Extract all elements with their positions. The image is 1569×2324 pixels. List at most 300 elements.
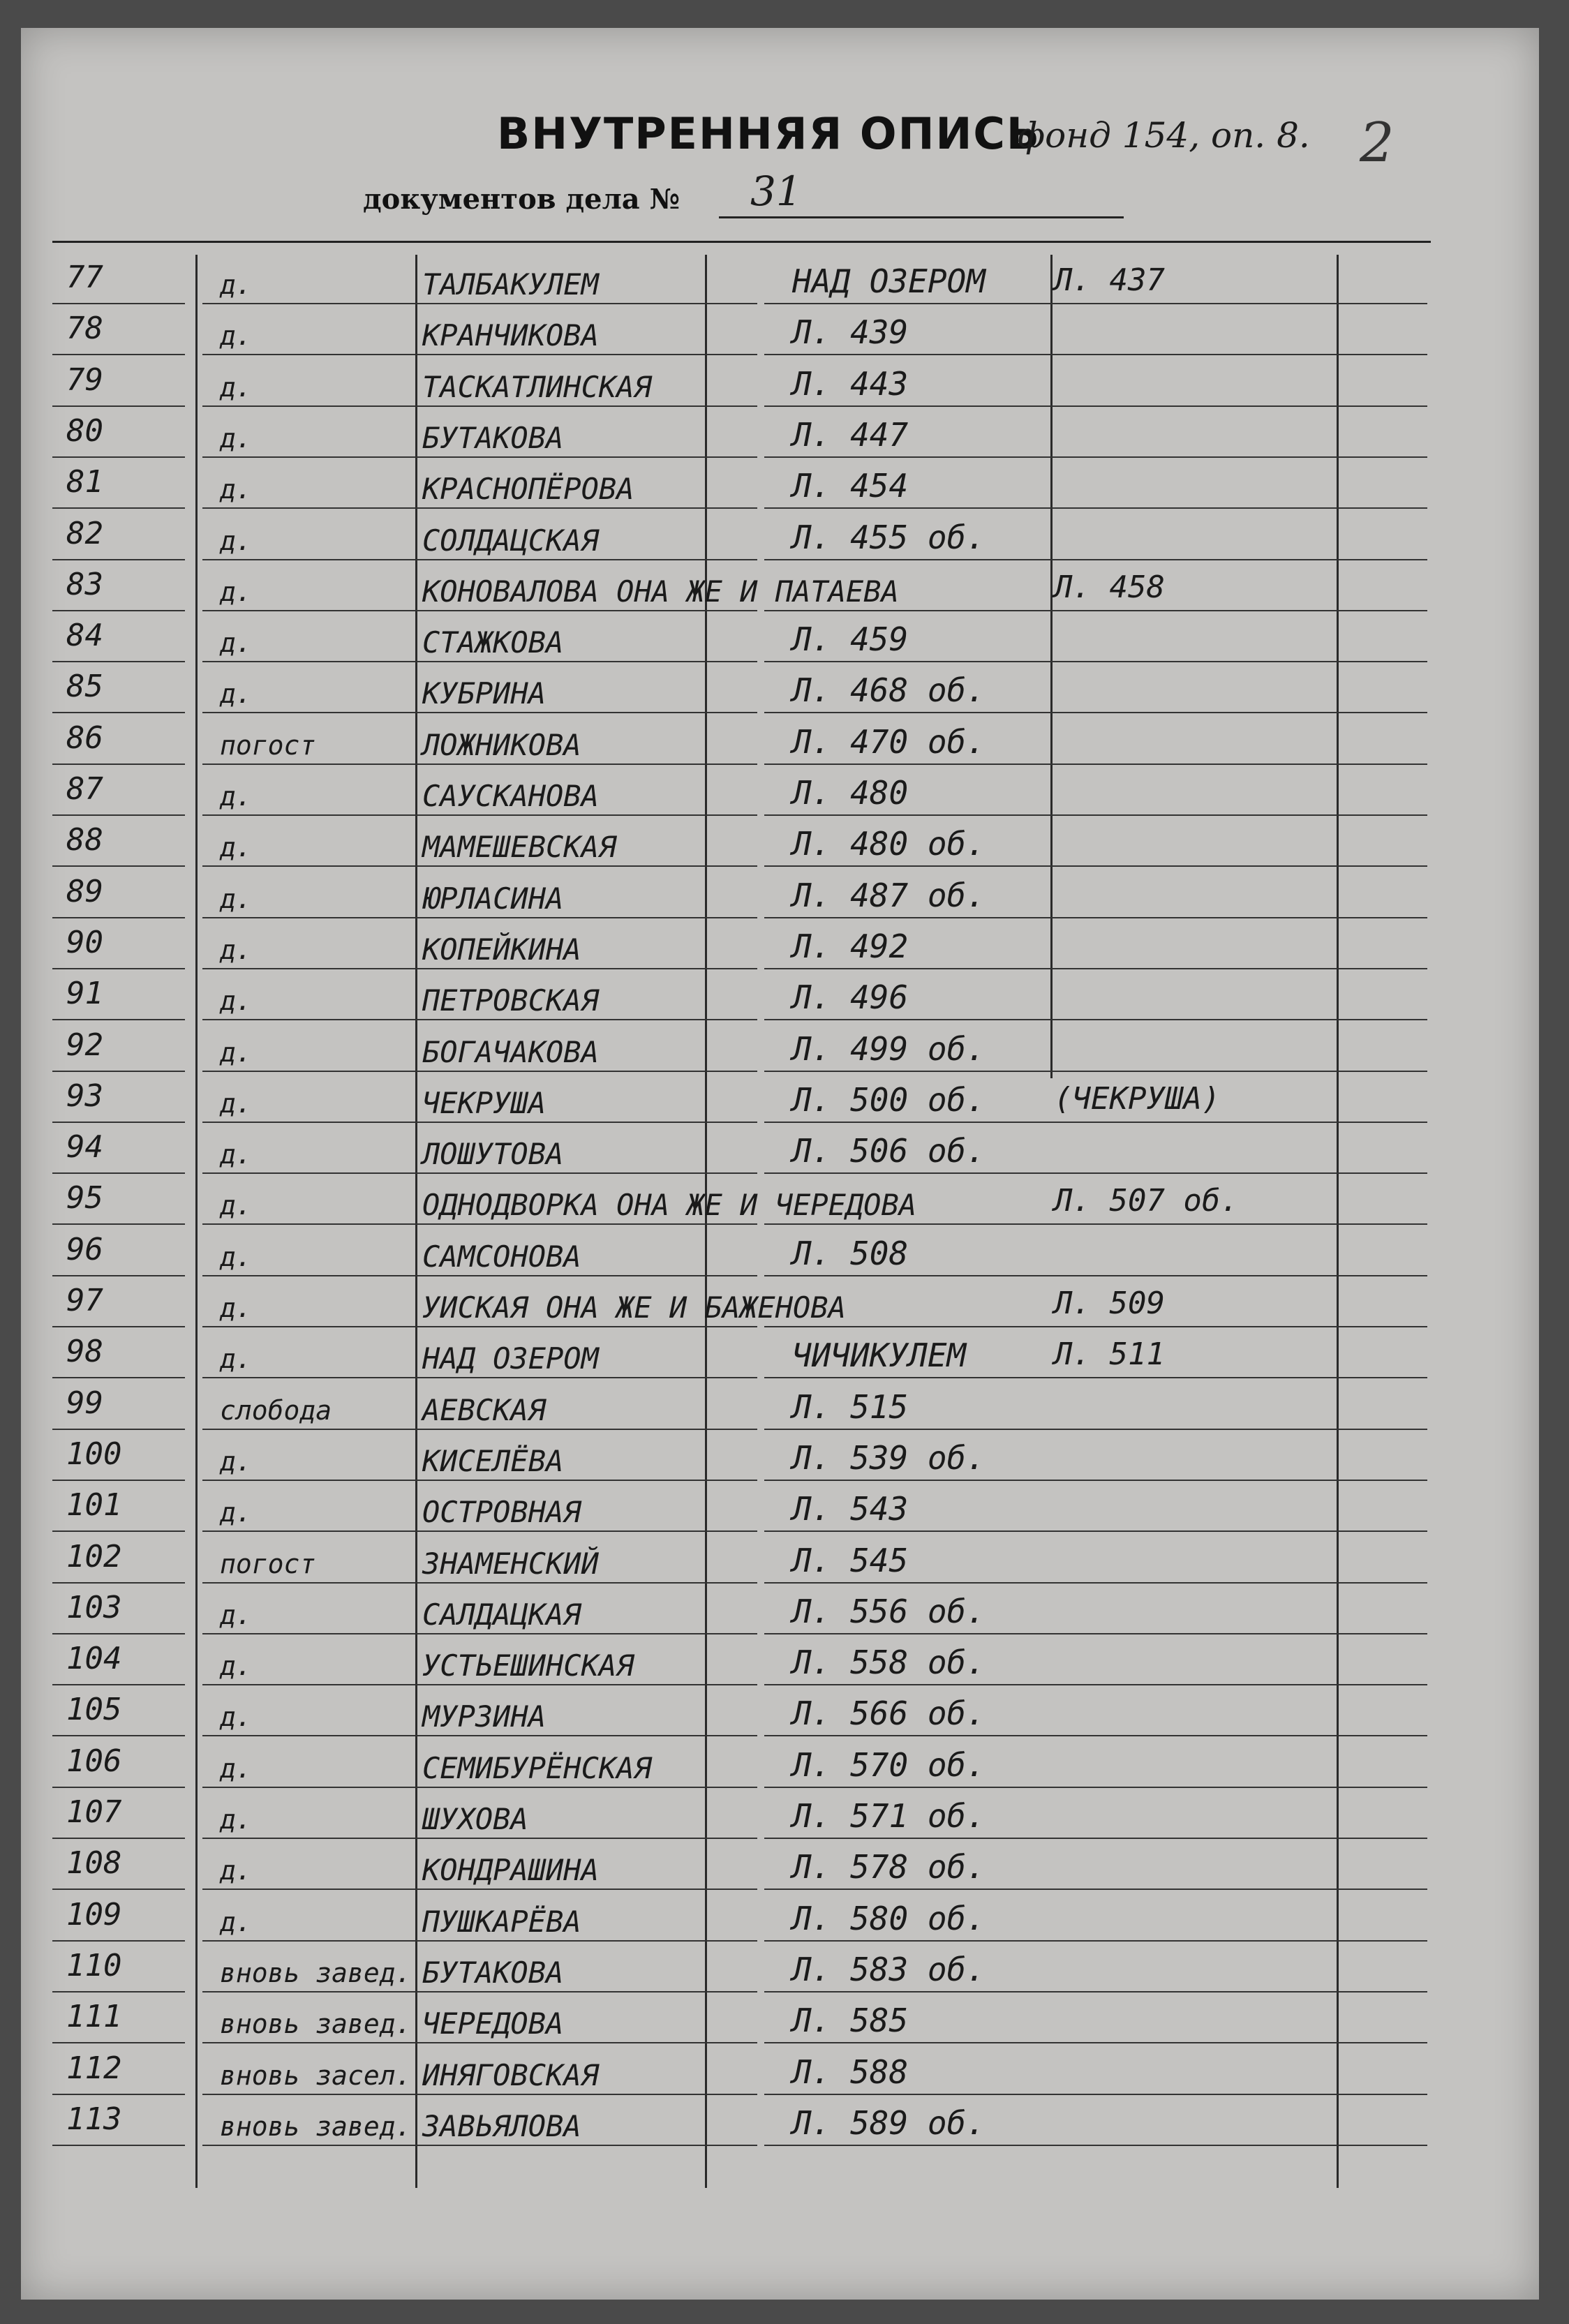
row-rule bbox=[764, 2042, 1092, 2043]
row-rule bbox=[1064, 917, 1378, 918]
row-rule bbox=[1344, 1429, 1427, 1430]
row-rule bbox=[52, 764, 185, 765]
row-rule bbox=[764, 1735, 1092, 1736]
settlement-type: д. bbox=[220, 1701, 252, 1733]
settlement-name: СОЛДАЦСКАЯ bbox=[422, 523, 599, 558]
settlement-name: ПЕТРОВСКАЯ bbox=[422, 983, 599, 1018]
row-rule bbox=[1344, 2042, 1427, 2043]
row-number: 106 bbox=[66, 1743, 122, 1779]
sheet-reference: Л. 500 об. bbox=[792, 1080, 986, 1119]
table-row bbox=[52, 1587, 1438, 1638]
row-number: 81 bbox=[66, 464, 103, 500]
settlement-type: д. bbox=[220, 1752, 252, 1784]
row-rule bbox=[52, 865, 185, 867]
table-row bbox=[52, 717, 1438, 768]
row-rule bbox=[422, 405, 757, 407]
row-rule bbox=[1344, 1326, 1427, 1327]
settlement-name: КРАНЧИКОВА bbox=[422, 318, 599, 353]
table-row bbox=[52, 359, 1438, 410]
table-row bbox=[52, 2099, 1438, 2150]
row-number: 84 bbox=[66, 618, 103, 654]
settlement-type: д. bbox=[220, 371, 252, 403]
settlement-name: САЛДАЦКАЯ bbox=[422, 1597, 581, 1632]
row-rule bbox=[1064, 1172, 1378, 1174]
row-rule bbox=[764, 1889, 1092, 1890]
settlement-name: ЮРЛАСИНА bbox=[422, 881, 564, 916]
table-row bbox=[52, 257, 1438, 308]
note bbox=[1054, 1229, 1375, 1279]
settlement-name: САУСКАНОВА bbox=[422, 779, 599, 813]
row-rule bbox=[764, 456, 1092, 458]
row-number: 111 bbox=[66, 1999, 122, 2035]
note bbox=[1054, 1638, 1375, 1688]
row-rule bbox=[764, 559, 1092, 560]
table-row bbox=[52, 1280, 1438, 1331]
row-rule bbox=[1064, 303, 1378, 304]
sheet-reference: Л. 571 об. bbox=[792, 1797, 986, 1835]
sheet-reference: Л. 487 об. bbox=[792, 876, 986, 914]
sheet-reference: Л. 558 об. bbox=[792, 1644, 986, 1682]
settlement-name: КОНДРАШИНА bbox=[422, 1853, 599, 1888]
sheet-reference: Л. 496 bbox=[792, 978, 909, 1017]
row-rule bbox=[1344, 1940, 1427, 1942]
note bbox=[1054, 1842, 1375, 1893]
note bbox=[1054, 1996, 1375, 2046]
row-rule bbox=[1064, 354, 1378, 355]
note bbox=[1054, 1484, 1375, 1535]
row-rule bbox=[52, 1991, 185, 1992]
row-rule bbox=[764, 1172, 1092, 1174]
row-rule bbox=[1344, 1377, 1427, 1378]
note bbox=[1054, 308, 1375, 358]
note bbox=[1054, 410, 1375, 461]
page-title: ВНУТРЕННЯЯ ОПИСЬ bbox=[497, 108, 1041, 159]
settlement-type: вновь завед. bbox=[220, 2009, 412, 2040]
table-row bbox=[52, 615, 1438, 666]
settlement-name: БУТАКОВА bbox=[422, 1955, 564, 1990]
fond-reference: фонд 154, оп. 8. bbox=[1018, 115, 1310, 156]
header-rule bbox=[52, 241, 1431, 243]
row-rule bbox=[1064, 1838, 1378, 1839]
row-rule bbox=[1064, 1377, 1378, 1378]
note bbox=[1054, 973, 1375, 1023]
row-rule bbox=[52, 1326, 185, 1327]
row-rule bbox=[764, 814, 1092, 816]
settlement-type: д. bbox=[220, 678, 252, 710]
note: Л. 509 bbox=[1054, 1286, 1165, 1321]
settlement-type: д. bbox=[220, 1293, 252, 1323]
table-row bbox=[52, 1945, 1438, 1996]
sheet-reference: Л. 443 bbox=[792, 364, 909, 403]
settlement-type: д. bbox=[220, 474, 252, 505]
row-rule bbox=[422, 2094, 757, 2095]
settlement-type: д. bbox=[220, 1804, 252, 1835]
row-rule bbox=[1064, 559, 1378, 560]
settlement-type: д. bbox=[220, 1855, 252, 1886]
row-rule bbox=[422, 507, 757, 509]
table-row bbox=[52, 1996, 1438, 2047]
row-rule bbox=[52, 1735, 185, 1736]
row-rule bbox=[1344, 1633, 1427, 1634]
row-rule bbox=[764, 1122, 1092, 1123]
settlement-name: САМСОНОВА bbox=[422, 1239, 581, 1274]
sheet-reference: Л. 499 об. bbox=[792, 1029, 986, 1068]
row-rule bbox=[52, 507, 185, 509]
row-rule bbox=[422, 1787, 757, 1788]
row-number: 95 bbox=[66, 1180, 103, 1216]
row-rule bbox=[422, 1223, 757, 1225]
note bbox=[1054, 1792, 1375, 1842]
row-rule bbox=[1064, 1326, 1378, 1327]
settlement-name: АЕВСКАЯ bbox=[422, 1392, 546, 1427]
row-rule bbox=[1064, 2145, 1378, 2146]
row-rule bbox=[52, 917, 185, 918]
row-rule bbox=[764, 1787, 1092, 1788]
row-rule bbox=[1064, 405, 1378, 407]
row-rule bbox=[422, 1071, 757, 1072]
row-rule bbox=[1064, 712, 1378, 713]
row-rule bbox=[52, 2145, 185, 2146]
settlement-name: ЧЕРЕДОВА bbox=[422, 2006, 564, 2041]
note bbox=[1054, 2099, 1375, 2149]
row-rule bbox=[1344, 405, 1427, 407]
row-rule bbox=[52, 968, 185, 969]
settlement-type: д. bbox=[220, 832, 252, 863]
row-rule bbox=[52, 1019, 185, 1020]
settlement-type: погост bbox=[220, 729, 316, 761]
table-row bbox=[52, 1792, 1438, 1842]
row-rule bbox=[1064, 1071, 1378, 1072]
row-number: 113 bbox=[66, 2101, 122, 2137]
table-row bbox=[52, 871, 1438, 922]
settlement-type: д. bbox=[220, 320, 252, 352]
row-rule bbox=[764, 1071, 1092, 1072]
settlement-name: СЕМИБУРЁНСКАЯ bbox=[422, 1750, 652, 1785]
row-rule bbox=[422, 1326, 757, 1327]
row-number: 83 bbox=[66, 566, 103, 602]
row-rule bbox=[1344, 354, 1427, 355]
row-rule bbox=[422, 354, 757, 355]
row-rule bbox=[52, 1889, 185, 1890]
table-row bbox=[52, 1484, 1438, 1535]
row-rule bbox=[764, 303, 1092, 304]
settlement-name: СТАЖКОВА bbox=[422, 625, 564, 660]
row-rule bbox=[422, 1275, 757, 1276]
row-rule bbox=[1344, 917, 1427, 918]
row-rule bbox=[422, 1582, 757, 1584]
row-number: 99 bbox=[66, 1385, 103, 1421]
row-rule bbox=[1344, 1991, 1427, 1992]
sheet-reference: Л. 539 об. bbox=[792, 1438, 986, 1477]
table-row bbox=[52, 513, 1438, 564]
row-rule bbox=[52, 2042, 185, 2043]
sheet-reference: Л. 480 bbox=[792, 774, 909, 812]
row-rule bbox=[764, 1582, 1092, 1584]
sheet-reference: Л. 508 bbox=[792, 1234, 909, 1272]
note bbox=[1054, 1126, 1375, 1177]
sheet-reference bbox=[750, 564, 1099, 614]
row-rule bbox=[52, 303, 185, 304]
row-rule bbox=[52, 1223, 185, 1225]
row-rule bbox=[422, 1889, 757, 1890]
row-rule bbox=[1064, 2042, 1378, 2043]
settlement-name: ШУХОВА bbox=[422, 1802, 528, 1836]
row-rule bbox=[1344, 865, 1427, 867]
note bbox=[1054, 819, 1375, 870]
table-row bbox=[52, 768, 1438, 819]
row-rule bbox=[1344, 1684, 1427, 1685]
row-rule bbox=[1344, 1889, 1427, 1890]
settlement-type: д. bbox=[220, 1343, 252, 1375]
settlement-type: д. bbox=[220, 1906, 252, 1937]
row-rule bbox=[52, 661, 185, 662]
row-rule bbox=[1344, 1223, 1427, 1225]
settlement-name: ПУШКАРЁВА bbox=[422, 1904, 581, 1939]
row-rule bbox=[764, 354, 1092, 355]
sheet-reference: Л. 492 bbox=[792, 927, 909, 965]
row-number: 110 bbox=[66, 1947, 122, 1983]
page-number-mark: 2 bbox=[1360, 112, 1395, 174]
row-number: 88 bbox=[66, 822, 103, 858]
settlement-name: БУТАКОВА bbox=[422, 420, 564, 455]
settlement-name: ЛОЖНИКОВА bbox=[422, 727, 581, 762]
settlement-name: УСТЬЕШИНСКАЯ bbox=[422, 1648, 634, 1683]
sheet-reference: Л. 470 об. bbox=[792, 722, 986, 761]
row-rule bbox=[764, 1326, 1092, 1327]
row-rule bbox=[1344, 559, 1427, 560]
row-number: 94 bbox=[66, 1129, 103, 1165]
row-rule bbox=[764, 1530, 1092, 1532]
table-row bbox=[52, 1894, 1438, 1945]
sheet-reference: Л. 585 bbox=[792, 2002, 909, 2040]
row-rule bbox=[1344, 1787, 1427, 1788]
sheet-reference: Л. 515 bbox=[792, 1387, 909, 1426]
table-row bbox=[52, 973, 1438, 1024]
row-rule bbox=[52, 1940, 185, 1942]
row-rule bbox=[1064, 968, 1378, 969]
settlement-name: КОНОВАЛОВА ОНА ЖЕ И ПАТАЕВА bbox=[422, 574, 899, 609]
row-rule bbox=[1064, 1275, 1378, 1276]
note bbox=[1054, 922, 1375, 972]
row-rule bbox=[1344, 456, 1427, 458]
row-rule bbox=[422, 610, 757, 611]
settlement-type: д. bbox=[220, 934, 252, 965]
row-rule bbox=[1064, 1889, 1378, 1890]
row-number: 98 bbox=[66, 1334, 103, 1370]
table-row bbox=[52, 1689, 1438, 1740]
row-number: 92 bbox=[66, 1027, 103, 1063]
row-rule bbox=[1064, 1940, 1378, 1942]
row-rule bbox=[764, 661, 1092, 662]
row-rule bbox=[422, 712, 757, 713]
row-rule bbox=[764, 1991, 1092, 1992]
row-number: 89 bbox=[66, 873, 103, 909]
row-rule bbox=[422, 1530, 757, 1532]
row-rule bbox=[764, 1684, 1092, 1685]
row-rule bbox=[1064, 814, 1378, 816]
settlement-type: д. bbox=[220, 1497, 252, 1528]
settlement-type: д. bbox=[220, 1445, 252, 1477]
sheet-reference: Л. 455 об. bbox=[792, 518, 986, 556]
row-rule bbox=[52, 405, 185, 407]
row-rule bbox=[1064, 1530, 1378, 1532]
row-rule bbox=[422, 1019, 757, 1020]
table-row bbox=[52, 1177, 1438, 1228]
row-number: 97 bbox=[66, 1283, 103, 1318]
row-rule bbox=[1344, 2094, 1427, 2095]
row-number: 87 bbox=[66, 771, 103, 807]
row-rule bbox=[1344, 2145, 1427, 2146]
row-rule bbox=[422, 917, 757, 918]
row-rule bbox=[422, 1838, 757, 1839]
row-rule bbox=[1064, 1735, 1378, 1736]
row-rule bbox=[1064, 507, 1378, 509]
sheet-reference bbox=[750, 1177, 1099, 1228]
row-rule bbox=[1344, 968, 1427, 969]
row-rule bbox=[422, 1122, 757, 1123]
settlement-type: д. bbox=[220, 1190, 252, 1221]
table-row bbox=[52, 1741, 1438, 1792]
settlement-name: ЗНАМЕНСКИЙ bbox=[422, 1546, 599, 1581]
sheet-reference: ЧИЧИКУЛЕМ bbox=[792, 1336, 967, 1375]
note bbox=[1054, 1383, 1375, 1433]
subtitle: документов дела № bbox=[363, 183, 681, 216]
row-rule bbox=[52, 1122, 185, 1123]
row-rule bbox=[52, 1071, 185, 1072]
row-rule bbox=[52, 1838, 185, 1839]
note: Л. 511 bbox=[1054, 1336, 1165, 1373]
row-rule bbox=[422, 456, 757, 458]
row-rule bbox=[1064, 1684, 1378, 1685]
case-number: 31 bbox=[750, 167, 802, 215]
note: Л. 437 bbox=[1054, 262, 1165, 298]
row-rule bbox=[1344, 1019, 1427, 1020]
row-rule bbox=[422, 661, 757, 662]
note bbox=[1054, 1741, 1375, 1791]
note bbox=[1054, 1433, 1375, 1484]
sheet-reference: НАД ОЗЕРОМ bbox=[792, 262, 986, 300]
note bbox=[1054, 513, 1375, 563]
settlement-name: УИСКАЯ ОНА ЖЕ И БАЖЕНОВА bbox=[422, 1290, 846, 1325]
row-rule bbox=[422, 2145, 757, 2146]
sheet-reference: Л. 506 об. bbox=[792, 1132, 986, 1170]
row-rule bbox=[764, 507, 1092, 509]
sheet-reference: Л. 454 bbox=[792, 467, 909, 505]
row-rule bbox=[1344, 1838, 1427, 1839]
row-rule bbox=[1344, 303, 1427, 304]
row-number: 105 bbox=[66, 1692, 122, 1728]
settlement-type: вновь завед. bbox=[220, 1957, 412, 1988]
sheet-reference: Л. 589 об. bbox=[792, 2103, 986, 2142]
row-number: 107 bbox=[66, 1794, 122, 1830]
row-number: 103 bbox=[66, 1589, 122, 1625]
row-rule bbox=[1344, 1530, 1427, 1532]
sheet-reference: Л. 459 bbox=[792, 620, 909, 659]
row-rule bbox=[52, 1377, 185, 1378]
row-rule bbox=[764, 610, 1092, 611]
settlement-name: КУБРИНА bbox=[422, 676, 546, 711]
row-rule bbox=[52, 456, 185, 458]
row-rule bbox=[1064, 1480, 1378, 1481]
row-rule bbox=[764, 1838, 1092, 1839]
row-rule bbox=[764, 2094, 1092, 2095]
row-rule bbox=[1344, 1480, 1427, 1481]
settlement-name: ОДНОДВОРКА ОНА ЖЕ И ЧЕРЕДОВА bbox=[422, 1188, 917, 1223]
settlement-name: МУРЗИНА bbox=[422, 1699, 546, 1734]
note bbox=[1054, 359, 1375, 410]
row-rule bbox=[422, 764, 757, 765]
row-rule bbox=[764, 712, 1092, 713]
settlement-name: ИНЯГОВСКАЯ bbox=[422, 2057, 599, 2092]
settlement-type: слобода bbox=[220, 1394, 332, 1426]
row-rule bbox=[1064, 610, 1378, 611]
row-rule bbox=[422, 303, 757, 304]
sheet-reference: Л. 583 об. bbox=[792, 1950, 986, 1988]
row-rule bbox=[52, 1480, 185, 1481]
sheet-reference: Л. 556 об. bbox=[792, 1592, 986, 1630]
settlement-name: НАД ОЗЕРОМ bbox=[422, 1341, 599, 1376]
table-row bbox=[52, 819, 1438, 870]
row-rule bbox=[1064, 661, 1378, 662]
row-rule bbox=[1344, 1582, 1427, 1584]
note bbox=[1054, 1945, 1375, 1995]
row-rule bbox=[52, 1684, 185, 1685]
note bbox=[1054, 1025, 1375, 1075]
row-rule bbox=[1064, 1429, 1378, 1430]
row-rule bbox=[764, 917, 1092, 918]
row-rule bbox=[52, 1172, 185, 1174]
row-number: 102 bbox=[66, 1538, 122, 1574]
table-row bbox=[52, 1433, 1438, 1484]
row-rule bbox=[764, 1377, 1092, 1378]
sheet-reference bbox=[750, 1280, 1099, 1330]
row-rule bbox=[422, 559, 757, 560]
row-number: 82 bbox=[66, 515, 103, 551]
settlement-type: д. bbox=[220, 1651, 252, 1682]
note bbox=[1054, 461, 1375, 512]
settlement-type: д. bbox=[220, 627, 252, 659]
settlement-type: д. bbox=[220, 1036, 252, 1068]
row-rule bbox=[764, 1429, 1092, 1430]
row-rule bbox=[52, 559, 185, 560]
row-rule bbox=[52, 1530, 185, 1532]
table-row bbox=[52, 1383, 1438, 1433]
row-number: 91 bbox=[66, 976, 103, 1012]
row-rule bbox=[422, 1172, 757, 1174]
settlement-type: д. bbox=[220, 883, 252, 914]
note: Л. 507 об. bbox=[1054, 1183, 1239, 1219]
settlement-type: д. bbox=[220, 781, 252, 812]
row-rule bbox=[52, 1582, 185, 1584]
row-rule bbox=[1344, 1172, 1427, 1174]
note bbox=[1054, 666, 1375, 716]
sheet-reference: Л. 468 об. bbox=[792, 671, 986, 710]
table-row bbox=[52, 1229, 1438, 1280]
note bbox=[1054, 768, 1375, 819]
table-row bbox=[52, 1638, 1438, 1689]
row-number: 79 bbox=[66, 362, 103, 398]
row-rule bbox=[1344, 1122, 1427, 1123]
row-number: 85 bbox=[66, 669, 103, 705]
row-rule bbox=[52, 2094, 185, 2095]
table-row bbox=[52, 1025, 1438, 1075]
row-rule bbox=[1344, 1071, 1427, 1072]
row-rule bbox=[52, 712, 185, 713]
row-number: 108 bbox=[66, 1845, 122, 1882]
row-rule bbox=[1064, 1223, 1378, 1225]
row-rule bbox=[422, 865, 757, 867]
row-rule bbox=[52, 1787, 185, 1788]
